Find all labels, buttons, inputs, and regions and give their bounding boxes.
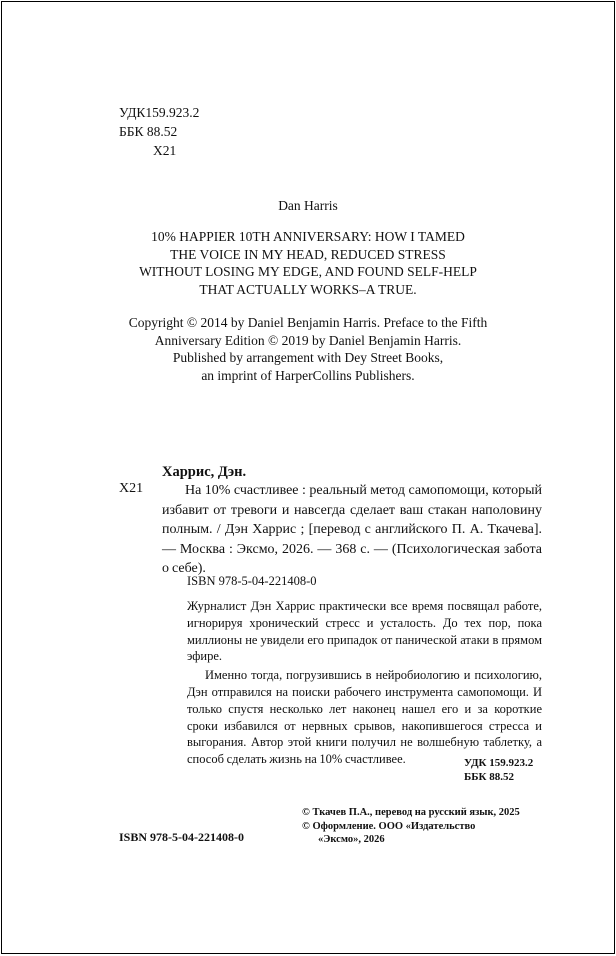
bibliographic-author: Харрис, Дэн. xyxy=(162,464,247,480)
annotation-paragraph: Именно тогда, погрузившись в нейробиологию и психологию, Дэн отправился на поиски рабочего инструмента самопомощи. И только спустя несколько лет наконец нашел его и за короткие сроки избавился от нервных срывов, накопившегося стресса и выгорания. Автор этой книги получил не волшебную таблетку, а способ сделать жизнь на 10% счастливее. xyxy=(187,668,542,767)
design-copyright-continued: «Эксмо», 2026 xyxy=(318,834,385,845)
book-imprint-page xyxy=(1,1,615,954)
original-author: Dan Harris xyxy=(278,198,338,213)
original-copyright xyxy=(112,314,504,384)
author-mark: Х21 xyxy=(153,143,177,158)
original-title-line: THAT ACTUALLY WORKS–A TRUE. xyxy=(199,281,417,297)
bibliographic-description: На 10% счастливее : реальный метод самопомощи, который избавит от тревоги и навсегда сделает ваш стакан наполовину полным. / Дэн Харрис ; [перевод с английского П. А. Ткачева]. — Москва : Эксмо, 2026. — 368 с. — (Психологическая забота о себе). xyxy=(162,483,542,576)
original-copyright-line: Copyright © 2014 by Daniel Benjamin Harris. Preface to the Fifth xyxy=(128,315,488,330)
original-copyright-line: Anniversary Edition © 2019 by Daniel Benjamin Harris. xyxy=(154,332,462,348)
bibliographic-isbn: ISBN 978-5-04-221408-0 xyxy=(187,574,317,588)
bottom-udk-code: УДК 159.923.2 xyxy=(464,757,534,769)
bottom-classification-codes xyxy=(464,756,533,784)
bibliographic-author-mark: Х21 xyxy=(119,481,144,496)
original-title-line: WITHOUT LOSING MY EDGE, AND FOUND SELF-HELP xyxy=(139,264,477,279)
translation-copyright: © Ткачев П.А., перевод на русский язык, 2025 xyxy=(302,807,520,818)
annotation xyxy=(187,598,542,770)
original-title-line: 10% HAPPIER 10TH ANNIVERSARY: HOW I TAMED xyxy=(151,229,465,244)
original-title-line: THE VOICE IN MY HEAD, REDUCED STRESS xyxy=(170,246,446,262)
original-copyright-line: an imprint of HarperCollins Publishers. xyxy=(201,367,415,383)
annotation-paragraph: Журналист Дэн Харрис практически все время посвящал работе, игнорируя хронический стресс и усталость. До тех пор, пока миллионы не увидели его припадок от панической атаки в прямом эфире. xyxy=(187,599,542,664)
original-title xyxy=(120,228,496,298)
classification-codes xyxy=(119,103,199,160)
design-copyright: © Оформление. ООО «Издательство xyxy=(302,820,476,832)
udk-code: УДК159.923.2 xyxy=(119,105,200,120)
bbk-code: ББК 88.52 xyxy=(119,124,178,139)
isbn-number: ISBN 978-5-04-221408-0 xyxy=(119,830,244,844)
russian-copyright xyxy=(302,806,520,847)
bottom-bbk-code: ББК 88.52 xyxy=(464,771,515,783)
original-copyright-line: Published by arrangement with Dey Street Books, xyxy=(172,350,444,365)
